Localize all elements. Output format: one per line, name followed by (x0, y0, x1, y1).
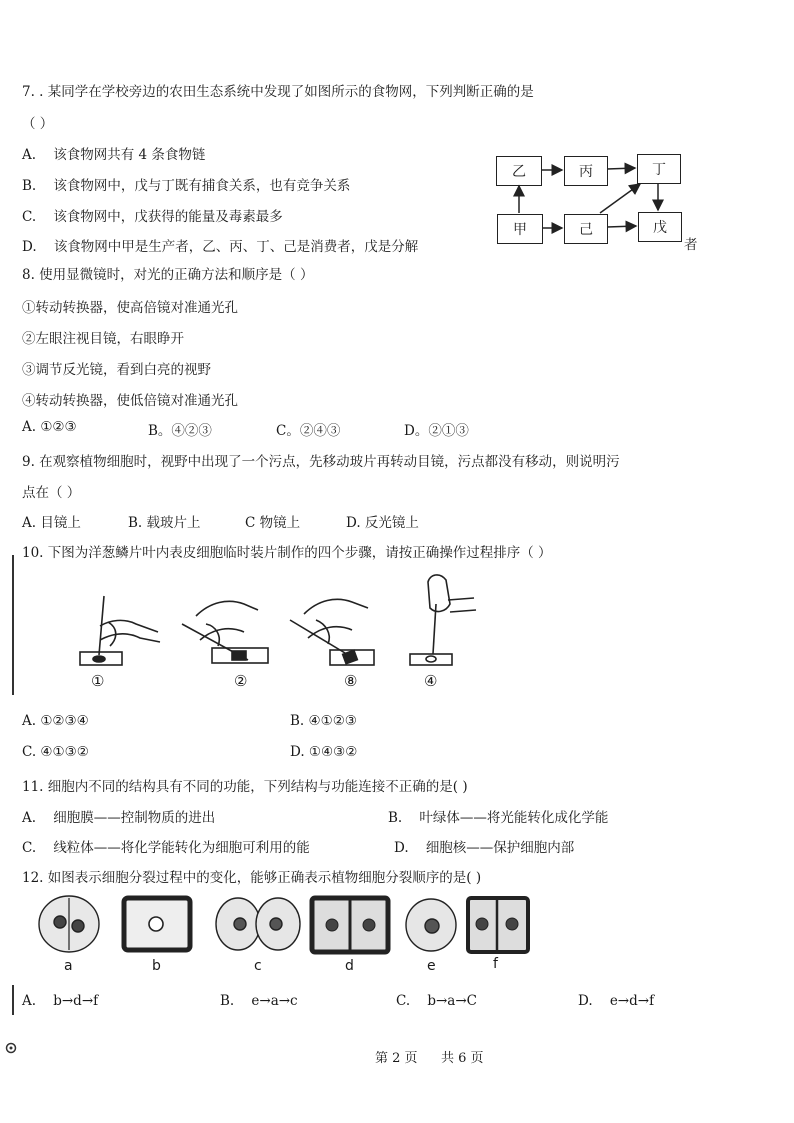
q9-stem: 9. 在观察植物细胞时，视野中出现了一个污点，先移动玻片再转动目镜，污点都没有移动，则说明污 (22, 454, 620, 470)
q10-step-2-figure (182, 601, 268, 663)
q11-option-letter: B. (388, 810, 403, 826)
q12-cell-a (39, 896, 99, 952)
q12-option-b (220, 993, 298, 1009)
q12-cell-label: b (152, 958, 161, 974)
q12-cell-c (216, 898, 300, 950)
q11-option-b (388, 806, 608, 826)
q10-option-c: C. ④①③② (22, 744, 89, 760)
q12-cell-label: f (493, 956, 498, 972)
q8-step-4: ④转动转换器，使低倍镜对准通光孔 (22, 393, 238, 409)
foodweb-node-ji: 己 (564, 214, 608, 244)
q8-step-2: ②左眼注视目镜，右眼睁开 (22, 331, 184, 347)
arrow-bing-ding (607, 168, 635, 169)
q7-option-letter: A. (22, 147, 37, 163)
corner-mark-icon (4, 1041, 18, 1055)
q9-option-c: C 物镜上 (245, 515, 301, 531)
page-total: 共 6 页 (441, 1051, 484, 1066)
q7-option-letter: B. (22, 178, 37, 194)
q12-option-a (22, 993, 98, 1009)
q11-option-text: 细胞核——保护细胞内部 (425, 840, 575, 856)
page-number: 第 2 页 (375, 1051, 418, 1066)
q7-stem: 7. . 某同学在学校旁边的农田生态系统中发现了如图所示的食物网，下列判断正确的是 (22, 84, 534, 100)
q7-option-letter: D. (22, 239, 37, 255)
arrow-ji-wu (607, 226, 636, 227)
q7-answer-paren: （ ） (22, 116, 54, 132)
q10-option-b: B. ④①②③ (290, 713, 357, 729)
q12-cell-f (468, 898, 528, 952)
q12-cell-b (124, 898, 190, 950)
q11-stem: 11. 细胞内不同的结构具有不同的功能，下列结构与功能连接不正确的是( ) (22, 779, 468, 795)
q8-option-d: D。②①③ (404, 423, 469, 439)
q8-option-b: B。④②③ (148, 423, 212, 439)
q12-option-letter: A. (22, 993, 37, 1009)
q11-option-d (394, 836, 574, 856)
q8-stem: 8. 使用显微镜时，对光的正确方法和顺序是（ ） (22, 267, 314, 283)
q12-option-text: e→d→f (609, 993, 655, 1009)
q7-option-letter: C. (22, 209, 37, 225)
q11-option-letter: C. (22, 840, 37, 856)
foodweb-node-ding: 丁 (637, 154, 681, 184)
q10-step-1-figure (80, 596, 160, 665)
q9-option-b: B. 载玻片上 (128, 515, 201, 531)
q12-stem: 12. 如图表示细胞分裂过程中的变化，能够正确表示植物细胞分裂顺序的是( ) (22, 870, 482, 886)
q10-figure-label: ② (234, 672, 248, 690)
q11-option-c (22, 836, 310, 856)
q12-cell-label: a (64, 958, 73, 974)
q12-cell-e (406, 899, 456, 951)
q12-option-letter: B. (220, 993, 235, 1009)
q7-option-text: 该食物网中，戊获得的能量及毒素最多 (53, 209, 283, 225)
q12-cell-label: d (345, 958, 354, 974)
q10-step-4-figure (410, 575, 476, 665)
q10-figure-label: ④ (424, 672, 438, 690)
q12-cell-d (312, 898, 388, 952)
q10-option-d: D. ①④③② (290, 744, 358, 760)
q11-option-a (22, 806, 215, 826)
q12-option-d (578, 993, 654, 1009)
q11-option-letter: D. (394, 840, 409, 856)
foodweb-node-jia: 甲 (497, 214, 543, 244)
foodweb-node-wu: 戊 (638, 212, 682, 242)
q10-option-a: A. ①②③④ (22, 713, 89, 729)
q10-step-3-figure (290, 599, 374, 665)
q8-step-3: ③调节反光镜，看到白亮的视野 (22, 362, 211, 378)
q12-option-letter: D. (578, 993, 593, 1009)
q11-option-text: 叶绿体——将光能转化成化学能 (419, 810, 609, 826)
q8-option-c: C。②④③ (276, 423, 341, 439)
q9-option-d: D. 反光镜上 (346, 515, 419, 531)
q8-option-a: A. ①②③ (22, 419, 77, 435)
q7-option-text: 该食物网中，戊与丁既有捕食关系，也有竞争关系 (53, 178, 351, 194)
q11-option-text: 细胞膜——控制物质的进出 (53, 810, 216, 826)
foodweb-node-bing: 丙 (564, 156, 608, 186)
q12-option-c (396, 993, 477, 1009)
q7-option-text: 该食物网共有 4 条食物链 (53, 147, 206, 163)
q10-figure-label: ⑧ (344, 672, 358, 690)
q12-option-text: b→d→f (53, 993, 99, 1009)
arrow-ji-ding (600, 184, 640, 213)
q9-stem-continued: 点在（ ） (22, 485, 81, 501)
q7-option-text: 该食物网中甲是生产者，乙、丙、丁、己是消费者，戊是分解 (53, 239, 419, 255)
q12-cell-label: e (427, 958, 436, 974)
q7-option-d-tail: 者 (684, 237, 698, 253)
q10-stem: 10. 下图为洋葱鳞片叶内表皮细胞临时装片制作的四个步骤，请按正确操作过程排序（ ） (22, 545, 552, 561)
q12-option-letter: C. (396, 993, 411, 1009)
q8-step-1: ①转动转换器，使高倍镜对准通光孔 (22, 300, 238, 316)
q12-option-text: b→a→C (427, 993, 477, 1009)
q11-option-text: 线粒体——将化学能转化为细胞可利用的能 (53, 840, 310, 856)
q12-cell-label: c (254, 958, 262, 974)
foodweb-node-yi: 乙 (496, 156, 542, 186)
q12-option-text: e→a→c (251, 993, 298, 1009)
q11-option-letter: A. (22, 810, 37, 826)
q9-option-a: A. 目镜上 (22, 515, 81, 531)
q10-figure-label: ① (91, 672, 105, 690)
